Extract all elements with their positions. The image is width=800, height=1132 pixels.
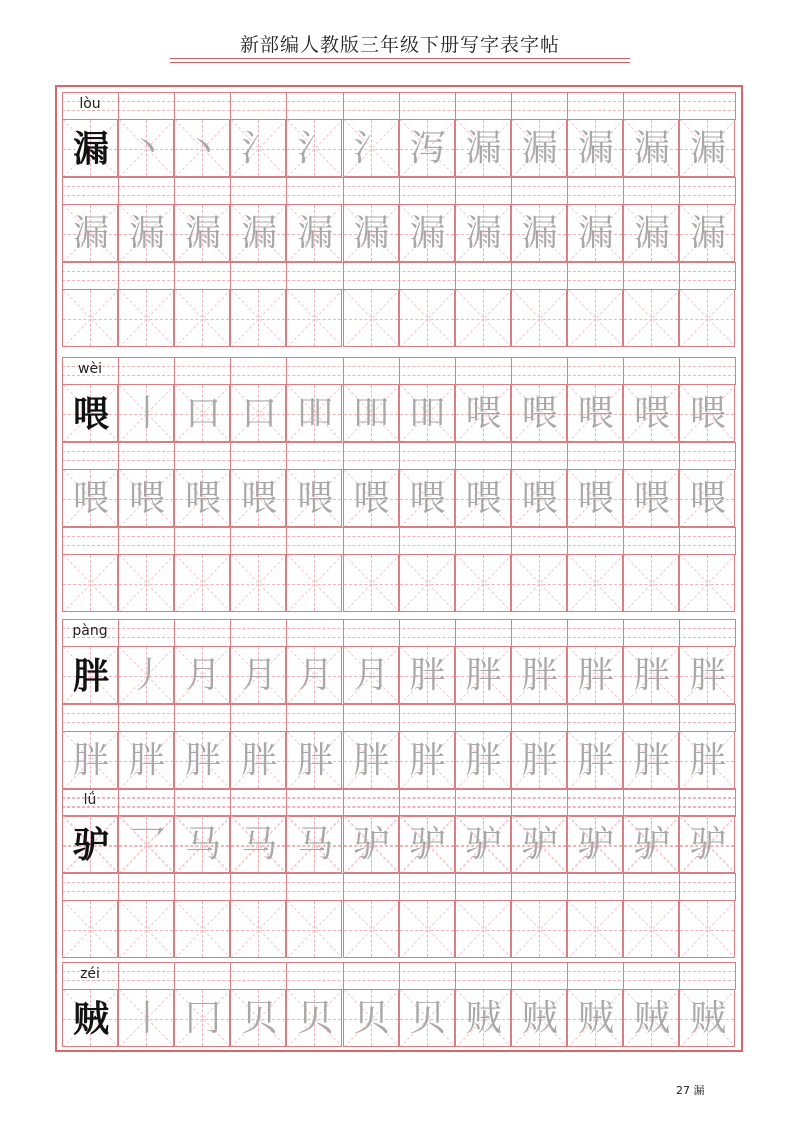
grid-cell xyxy=(511,384,567,442)
grid-cell xyxy=(399,731,455,789)
grid-cell xyxy=(343,646,399,704)
grid-cell xyxy=(286,989,342,1047)
grid-cell xyxy=(230,900,286,958)
stroke-step[interactable]: 喂 xyxy=(465,393,502,434)
grid-cell xyxy=(455,731,511,789)
stroke-step[interactable]: 吅 xyxy=(353,393,390,434)
trace-character[interactable]: 喂 xyxy=(521,478,558,519)
grid-cell xyxy=(455,900,511,958)
stroke-step[interactable]: 泻 xyxy=(409,128,446,169)
grid-cell xyxy=(455,384,511,442)
pinyin-row xyxy=(62,92,736,119)
grid-cell xyxy=(623,384,679,442)
stroke-step[interactable]: 氵 xyxy=(353,128,390,169)
grid-cell xyxy=(679,289,735,347)
trace-character[interactable]: 漏 xyxy=(185,213,222,254)
stroke-step[interactable]: 驴 xyxy=(521,824,558,865)
grid-cell xyxy=(679,554,735,612)
stroke-step[interactable]: 丿 xyxy=(129,655,166,696)
grid-cell xyxy=(230,815,286,873)
trace-character[interactable]: 胖 xyxy=(241,740,278,781)
stroke-step[interactable]: 氵 xyxy=(297,128,334,169)
grid-cell xyxy=(118,646,174,704)
stroke-step[interactable]: 喂 xyxy=(577,393,614,434)
trace-character[interactable]: 胖 xyxy=(72,740,109,781)
grid-cell xyxy=(286,554,342,612)
grid-cell xyxy=(399,989,455,1047)
pinyin-row xyxy=(62,788,736,815)
pinyin-row xyxy=(62,873,736,900)
grid-cell xyxy=(118,731,174,789)
grid-cell xyxy=(455,815,511,873)
trace-character[interactable]: 漏 xyxy=(465,213,502,254)
grid-cell xyxy=(118,204,174,262)
stroke-step[interactable]: 月 xyxy=(241,655,278,696)
grid-cell xyxy=(343,815,399,873)
trace-character[interactable]: 胖 xyxy=(577,740,614,781)
grid-cell xyxy=(62,289,118,347)
grid-cell xyxy=(511,815,567,873)
grid-cell xyxy=(567,731,623,789)
grid-cell xyxy=(623,731,679,789)
model-character: 喂 xyxy=(72,393,109,435)
character-row xyxy=(62,646,736,704)
stroke-step[interactable]: 马 xyxy=(185,824,222,865)
grid-cell xyxy=(679,731,735,789)
grid-cell xyxy=(567,815,623,873)
grid-cell xyxy=(286,204,342,262)
grid-cell xyxy=(567,989,623,1047)
stroke-step[interactable]: 氵 xyxy=(241,128,278,169)
grid-cell xyxy=(399,646,455,704)
model-character: 贼 xyxy=(72,998,109,1040)
grid-cell xyxy=(343,204,399,262)
grid-cell xyxy=(567,554,623,612)
grid-cell xyxy=(511,554,567,612)
stroke-step[interactable]: 胖 xyxy=(633,655,670,696)
trace-character[interactable]: 喂 xyxy=(409,478,446,519)
grid-cell xyxy=(511,289,567,347)
grid-cell xyxy=(118,989,174,1047)
grid-cell xyxy=(230,554,286,612)
grid-cell xyxy=(455,989,511,1047)
grid-cell xyxy=(62,119,118,177)
pinyin-label: pàng xyxy=(72,623,108,639)
character-row xyxy=(62,554,736,612)
stroke-step[interactable]: 马 xyxy=(297,824,334,865)
grid-cell xyxy=(511,989,567,1047)
trace-character[interactable]: 喂 xyxy=(465,478,502,519)
pinyin-row xyxy=(62,619,736,646)
trace-character[interactable]: 胖 xyxy=(185,740,222,781)
grid-cell xyxy=(62,900,118,958)
stroke-step[interactable]: 贼 xyxy=(633,998,670,1039)
stroke-step[interactable]: 冂 xyxy=(185,998,222,1039)
grid-cell xyxy=(286,289,342,347)
stroke-step[interactable]: 丨 xyxy=(129,393,166,434)
grid-cell xyxy=(286,815,342,873)
grid-cell xyxy=(62,815,118,873)
stroke-step[interactable]: 贼 xyxy=(577,998,614,1039)
character-row xyxy=(62,900,736,958)
pinyin-label: zéi xyxy=(80,966,100,982)
trace-character[interactable]: 喂 xyxy=(129,478,166,519)
grid-cell xyxy=(399,289,455,347)
model-character: 驴 xyxy=(72,824,109,866)
grid-cell xyxy=(567,384,623,442)
grid-cell xyxy=(399,554,455,612)
trace-character[interactable]: 胖 xyxy=(409,740,446,781)
trace-character[interactable]: 喂 xyxy=(577,478,614,519)
grid-cell xyxy=(230,989,286,1047)
grid-cell xyxy=(174,815,230,873)
grid-cell xyxy=(343,384,399,442)
grid-cell xyxy=(623,554,679,612)
stroke-step[interactable]: 喂 xyxy=(633,393,670,434)
stroke-step[interactable]: 漏 xyxy=(465,128,502,169)
grid-cell xyxy=(623,646,679,704)
trace-character[interactable]: 胖 xyxy=(521,740,558,781)
grid-cell xyxy=(230,289,286,347)
grid-cell xyxy=(343,119,399,177)
grid-cell xyxy=(623,289,679,347)
grid-cell xyxy=(118,289,174,347)
trace-character[interactable]: 胖 xyxy=(129,740,166,781)
grid-cell xyxy=(62,384,118,442)
grid-cell xyxy=(455,469,511,527)
grid-cell xyxy=(455,204,511,262)
grid-cell xyxy=(343,900,399,958)
stroke-step[interactable]: 贝 xyxy=(353,998,390,1039)
stroke-step[interactable]: 丨 xyxy=(129,998,166,1039)
trace-character[interactable]: 喂 xyxy=(72,478,109,519)
trace-character[interactable]: 漏 xyxy=(521,213,558,254)
grid-cell xyxy=(174,989,230,1047)
grid-cell xyxy=(286,900,342,958)
grid-cell xyxy=(399,119,455,177)
stroke-step[interactable]: 喂 xyxy=(521,393,558,434)
grid-cell xyxy=(455,119,511,177)
title-divider xyxy=(170,58,630,59)
grid-cell xyxy=(62,204,118,262)
grid-cell xyxy=(679,646,735,704)
character-row xyxy=(62,289,736,347)
stroke-step[interactable]: 马 xyxy=(241,824,278,865)
stroke-step[interactable]: 胖 xyxy=(409,655,446,696)
stroke-step[interactable]: 漏 xyxy=(633,128,670,169)
grid-cell xyxy=(623,119,679,177)
pinyin-label: lòu xyxy=(79,96,101,112)
stroke-step[interactable]: 漏 xyxy=(521,128,558,169)
grid-cell xyxy=(174,646,230,704)
character-row xyxy=(62,204,736,262)
stroke-step[interactable]: 驴 xyxy=(409,824,446,865)
pinyin-row xyxy=(62,704,736,731)
stroke-step[interactable]: 驴 xyxy=(465,824,502,865)
grid-cell xyxy=(118,900,174,958)
grid-cell xyxy=(230,646,286,704)
stroke-step[interactable]: 驴 xyxy=(577,824,614,865)
stroke-step[interactable]: 驴 xyxy=(690,824,727,865)
grid-cell xyxy=(623,900,679,958)
grid-cell xyxy=(399,469,455,527)
grid-cell xyxy=(679,119,735,177)
grid-cell xyxy=(343,989,399,1047)
grid-cell xyxy=(174,900,230,958)
grid-cell xyxy=(511,119,567,177)
trace-character[interactable]: 喂 xyxy=(185,478,222,519)
grid-cell xyxy=(567,900,623,958)
stroke-step[interactable]: 驴 xyxy=(633,824,670,865)
grid-cell xyxy=(174,384,230,442)
grid-cell xyxy=(567,646,623,704)
grid-cell xyxy=(623,469,679,527)
pinyin-label: wèi xyxy=(78,361,102,377)
stroke-step[interactable]: 吅 xyxy=(409,393,446,434)
grid-cell xyxy=(343,731,399,789)
grid-cell xyxy=(174,289,230,347)
grid-cell xyxy=(118,119,174,177)
stroke-step[interactable]: 口 xyxy=(241,393,278,434)
stroke-step[interactable]: 贝 xyxy=(409,998,446,1039)
grid-cell xyxy=(567,289,623,347)
grid-cell xyxy=(343,289,399,347)
grid-cell xyxy=(623,815,679,873)
trace-character[interactable]: 漏 xyxy=(353,213,390,254)
trace-character[interactable]: 喂 xyxy=(690,478,727,519)
trace-character[interactable]: 漏 xyxy=(690,213,727,254)
trace-character[interactable]: 喂 xyxy=(353,478,390,519)
trace-character[interactable]: 胖 xyxy=(353,740,390,781)
grid-cell xyxy=(511,646,567,704)
grid-cell xyxy=(174,469,230,527)
grid-cell xyxy=(286,646,342,704)
grid-cell xyxy=(511,204,567,262)
character-row xyxy=(62,815,736,873)
grid-cell xyxy=(343,554,399,612)
grid-cell xyxy=(399,204,455,262)
grid-cell xyxy=(118,554,174,612)
grid-cell xyxy=(567,469,623,527)
character-row xyxy=(62,384,736,442)
trace-character[interactable]: 喂 xyxy=(297,478,334,519)
grid-cell xyxy=(511,469,567,527)
page-number: 27 漏 xyxy=(676,1084,705,1097)
grid-cell xyxy=(286,469,342,527)
grid-cell xyxy=(118,384,174,442)
grid-cell xyxy=(623,989,679,1047)
grid-cell xyxy=(343,469,399,527)
grid-cell xyxy=(511,731,567,789)
trace-character[interactable]: 漏 xyxy=(129,213,166,254)
pinyin-row xyxy=(62,962,736,989)
grid-cell xyxy=(62,469,118,527)
pinyin-row xyxy=(62,262,736,289)
character-row xyxy=(62,731,736,789)
grid-cell xyxy=(230,384,286,442)
stroke-step[interactable]: 漏 xyxy=(577,128,614,169)
stroke-step[interactable]: 喂 xyxy=(690,393,727,434)
grid-cell xyxy=(62,554,118,612)
grid-cell xyxy=(679,384,735,442)
stroke-step[interactable]: 漏 xyxy=(690,128,727,169)
page-title: 新部编人教版三年级下册写字表字帖 xyxy=(239,34,560,56)
grid-cell xyxy=(511,900,567,958)
stroke-step[interactable]: 胖 xyxy=(690,655,727,696)
trace-character[interactable]: 漏 xyxy=(409,213,446,254)
model-character: 漏 xyxy=(72,128,109,170)
grid-cell xyxy=(174,119,230,177)
stroke-step[interactable]: 月 xyxy=(185,655,222,696)
grid-cell xyxy=(455,554,511,612)
stroke-step[interactable]: 月 xyxy=(297,655,334,696)
stroke-step[interactable]: 乛 xyxy=(129,824,166,865)
stroke-step[interactable]: 贼 xyxy=(521,998,558,1039)
character-row xyxy=(62,119,736,177)
stroke-step[interactable]: 贼 xyxy=(465,998,502,1039)
grid-cell xyxy=(286,119,342,177)
pinyin-row xyxy=(62,527,736,554)
model-character: 胖 xyxy=(72,655,109,697)
stroke-step[interactable]: 贝 xyxy=(297,998,334,1039)
grid-cell xyxy=(679,989,735,1047)
trace-character[interactable]: 漏 xyxy=(72,213,109,254)
pinyin-row xyxy=(62,357,736,384)
grid-cell xyxy=(455,289,511,347)
grid-cell xyxy=(455,646,511,704)
trace-character[interactable]: 漏 xyxy=(297,213,334,254)
trace-character[interactable]: 漏 xyxy=(577,213,614,254)
grid-cell xyxy=(230,119,286,177)
stroke-step[interactable]: 丶 xyxy=(129,128,166,169)
grid-cell xyxy=(230,469,286,527)
grid-cell xyxy=(679,469,735,527)
stroke-step[interactable]: 口 xyxy=(185,393,222,434)
grid-cell xyxy=(118,815,174,873)
trace-character[interactable]: 胖 xyxy=(465,740,502,781)
stroke-step[interactable]: 胖 xyxy=(521,655,558,696)
trace-character[interactable]: 漏 xyxy=(241,213,278,254)
stroke-step[interactable]: 吅 xyxy=(297,393,334,434)
grid-cell xyxy=(62,646,118,704)
grid-cell xyxy=(230,204,286,262)
grid-cell xyxy=(174,731,230,789)
stroke-step[interactable]: 贝 xyxy=(241,998,278,1039)
pinyin-label: lǘ xyxy=(83,792,97,808)
stroke-step[interactable]: 胖 xyxy=(577,655,614,696)
grid-cell xyxy=(286,384,342,442)
grid-cell xyxy=(174,554,230,612)
stroke-step[interactable]: 月 xyxy=(353,655,390,696)
grid-cell xyxy=(399,900,455,958)
grid-cell xyxy=(286,731,342,789)
grid-cell xyxy=(174,204,230,262)
stroke-step[interactable]: 驴 xyxy=(353,824,390,865)
grid-cell xyxy=(399,384,455,442)
trace-character[interactable]: 喂 xyxy=(241,478,278,519)
grid-cell xyxy=(62,989,118,1047)
grid-cell xyxy=(62,731,118,789)
grid-cell xyxy=(679,815,735,873)
grid-cell xyxy=(399,815,455,873)
trace-character[interactable]: 胖 xyxy=(690,740,727,781)
grid-cell xyxy=(567,119,623,177)
character-row xyxy=(62,469,736,527)
trace-character[interactable]: 喂 xyxy=(633,478,670,519)
grid-cell xyxy=(230,731,286,789)
grid-cell xyxy=(679,900,735,958)
grid-cell xyxy=(567,204,623,262)
trace-character[interactable]: 胖 xyxy=(633,740,670,781)
title-divider-thin xyxy=(170,62,630,63)
pinyin-row xyxy=(62,442,736,469)
character-row xyxy=(62,989,736,1047)
trace-character[interactable]: 漏 xyxy=(633,213,670,254)
stroke-step[interactable]: 丶 xyxy=(185,128,222,169)
grid-cell xyxy=(118,469,174,527)
trace-character[interactable]: 胖 xyxy=(297,740,334,781)
stroke-step[interactable]: 贼 xyxy=(690,998,727,1039)
pinyin-row xyxy=(62,177,736,204)
stroke-step[interactable]: 胖 xyxy=(465,655,502,696)
grid-cell xyxy=(623,204,679,262)
grid-cell xyxy=(679,204,735,262)
